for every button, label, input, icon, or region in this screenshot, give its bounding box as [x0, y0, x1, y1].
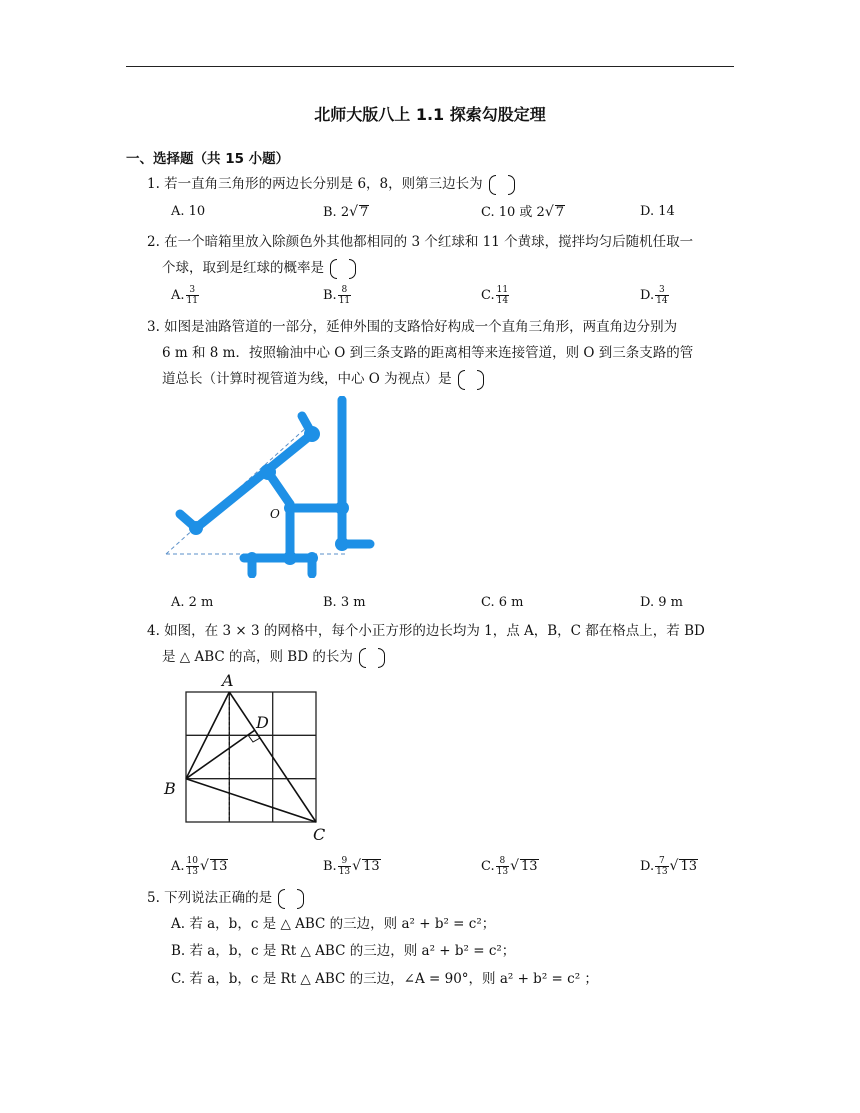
- fraction: $\frac{11}{14}$: [496, 285, 509, 306]
- q1-option-b-radicand: 7: [360, 205, 369, 220]
- q2-option-c[interactable]: [481, 285, 510, 306]
- fraction: $\frac{10}{13}$: [186, 856, 198, 877]
- fraction: $\frac{9}{13}$: [338, 856, 351, 877]
- radicand: 13: [210, 859, 228, 874]
- q1-option-a[interactable]: A. 10: [171, 204, 206, 219]
- figure-label-a: A: [222, 671, 234, 690]
- question-2-line2: [162, 259, 358, 277]
- question-1: [147, 175, 517, 193]
- option-label: C.: [481, 859, 495, 874]
- fraction: $\frac{8}{13}$: [496, 856, 509, 877]
- fraction: $\frac{3}{11}$: [186, 285, 198, 306]
- figure-label-c: C: [313, 825, 326, 844]
- q2-option-d[interactable]: [640, 285, 670, 306]
- answer-bracket: [276, 889, 306, 905]
- q2-option-a[interactable]: [171, 285, 200, 306]
- figure-label-o: O: [270, 507, 280, 521]
- q1-option-d[interactable]: D. 14: [640, 204, 675, 219]
- header-rule: [126, 66, 734, 67]
- answer-bracket: [328, 259, 358, 275]
- q4-option-c[interactable]: C. $\frac{8}{13}$ √ 13: [481, 856, 538, 877]
- q5-option-c[interactable]: C. 若 a，b，c 是 Rt △ ABC 的三边，∠A = 90°，则 a² + b² = c² ；: [171, 971, 598, 987]
- question-2-text: 个球，取到是红球的概率是: [162, 260, 324, 276]
- question-1-text: 1. 若一直角三角形的两边长分别是 6，8，则第三边长为: [147, 176, 483, 192]
- option-label: C.: [481, 288, 495, 303]
- grid-figure: [160, 670, 340, 850]
- fraction: $\frac{3}{14}$: [656, 285, 668, 306]
- question-5-text: 5. 下列说法正确的是: [147, 890, 273, 906]
- question-3-line3: [162, 370, 486, 388]
- option-label: A.: [171, 859, 185, 874]
- radicand: 13: [363, 859, 380, 874]
- option-label: D.: [640, 859, 655, 874]
- question-4-text: 是 △ ABC 的高，则 BD 的长为: [162, 649, 353, 665]
- q1-option-c-radicand: 7: [555, 205, 565, 220]
- answer-bracket: [456, 370, 486, 386]
- pipe-figure: [160, 396, 380, 578]
- question-3-text: 道总长（计算时视管道为线，中心 O 为视点）是: [162, 371, 452, 387]
- question-2-line1: 2. 在一个暗箱里放入除颜色外其他都相同的 3 个红球和 11 个黄球，搅拌均匀后随机任取一: [147, 234, 694, 250]
- fraction: $\frac{7}{13}$: [656, 856, 668, 877]
- q5-option-a[interactable]: A. 若 a，b，c 是 △ ABC 的三边，则 a² + b² = c²；: [171, 916, 496, 932]
- q1-option-b-prefix: B. 2: [323, 205, 350, 220]
- fraction: $\frac{8}{11}$: [338, 285, 351, 306]
- radicand: 13: [521, 859, 538, 874]
- question-3-line2: 6 m 和 8 m．按照输油中心 O 到三条支路的距离相等来连接管道，则 O 到三条支路的管: [162, 345, 694, 361]
- q4-option-b[interactable]: B. $\frac{9}{13}$ √ 13: [323, 856, 380, 877]
- question-3-line1: 3. 如图是油路管道的一部分，延伸外围的支路恰好构成一个直角三角形，两直角边分别为: [147, 319, 678, 335]
- page-title: 北师大版八上 1.1 探索勾股定理: [314, 105, 546, 124]
- option-label: B.: [323, 859, 337, 874]
- answer-bracket: [357, 648, 387, 664]
- section-heading: 一、选择题（共 15 小题）: [126, 151, 290, 167]
- option-label: B.: [323, 288, 337, 303]
- q5-option-b[interactable]: B. 若 a，b，c 是 Rt △ ABC 的三边，则 a² + b² = c²；: [171, 943, 516, 959]
- q4-option-a[interactable]: A. $\frac{10}{13}$ √ 13: [171, 856, 228, 877]
- q2-option-b[interactable]: [323, 285, 352, 306]
- option-label: A.: [171, 288, 185, 303]
- answer-bracket: [487, 175, 517, 191]
- q1-option-b[interactable]: B. 2√ 7: [323, 204, 369, 220]
- q3-option-d[interactable]: D. 9 m: [640, 595, 683, 610]
- question-5: [147, 889, 306, 907]
- q3-option-a[interactable]: A. 2 m: [171, 595, 214, 610]
- figure-label-d: D: [256, 713, 269, 732]
- radicand: 13: [680, 859, 698, 874]
- question-4-line1: 4. 如图，在 3 × 3 的网格中，每个小正方形的边长均为 1，点 A，B，C 都在格点上，若 BD: [147, 623, 705, 639]
- option-label: D.: [640, 288, 655, 303]
- q4-option-d[interactable]: D. $\frac{7}{13}$ √ 13: [640, 856, 698, 877]
- q3-option-b[interactable]: B. 3 m: [323, 595, 366, 610]
- q1-option-c[interactable]: C. 10 或 2√ 7: [481, 204, 565, 220]
- q1-option-c-prefix: C. 10 或 2: [481, 205, 545, 220]
- question-4-line2: [162, 648, 387, 666]
- figure-label-b: B: [164, 779, 176, 798]
- q3-option-c[interactable]: C. 6 m: [481, 595, 524, 610]
